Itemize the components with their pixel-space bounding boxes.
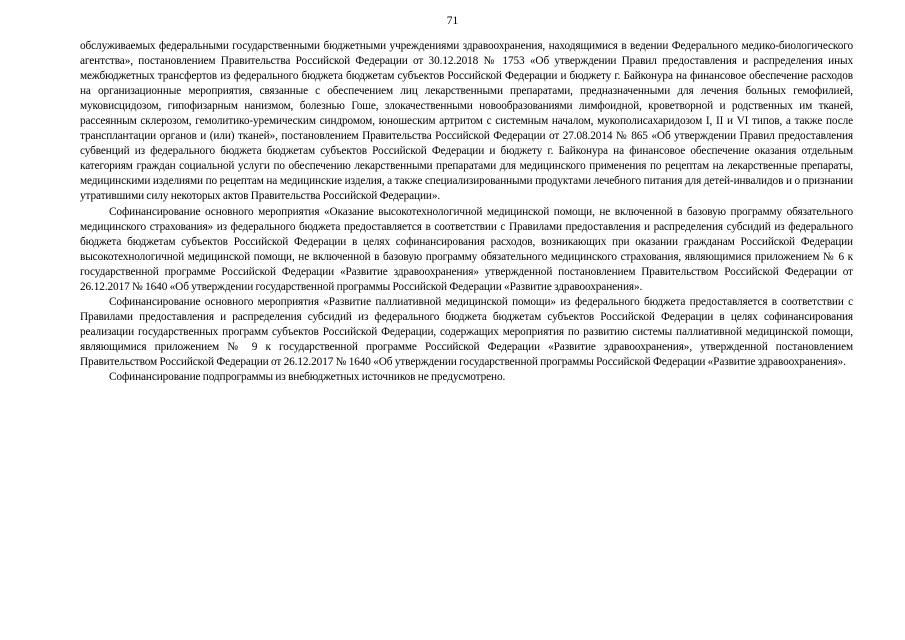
paragraph-high-tech-care-cofinancing: Софинансирование основного мероприятия «Оказание высокотехнологичной медицинской помощи, не включенной в базовую программу обязательного медицинского страхования» из федерального бюджета предоставляется в соответствии с Правилами предоставления и распределения субсидий из федерального бюджета бюджетам субъектов Российской Федерации в целях софинансирования расходов, возникающих при оказании гражданам Российской Федерации высокотехнологичной медицинской помощи, не включенной в базовую программу обязательного медицинского страхования, являющимися приложением № 6 к государственной программе Российской Федерации «Развитие здравоохранения» утвержденной постановлением Правительством Российской Федерации от 26.12.2017 № 1640 «Об утверждении государственной программы Российской Федерации «Развитие здравоохранения». bbox=[80, 205, 853, 293]
paragraph-extrabudgetary-sources: Софинансирование подпрограммы из внебюджетных источников не предусмотрено. bbox=[109, 371, 506, 384]
paragraph-legal-references: обслуживаемых федеральными государственными бюджетными учреждениями здравоохранения, находящимися в ведении Федерального медико-биологического агентства», постановлением Правительства Российской Федерации от 30.12.2018 № 1753 «Об утверждении Правил предоставления и распределения иных межбюджетных трансфертов из федерального бюджета бюджетам субъектов Российской Федерации и бюджету г. Байконура на финансовое обеспечение расходов на организационные мероприятия, связанные с обеспечением лиц лекарственными препаратами, предназначенными для лечения больных гемофилией, муковисцидозом, гипофизарным нанизмом, болезнью Гоше, злокачественными новообразованиями лимфоидной, кроветворной и родственных им тканей, рассеянным склерозом, гемолитико-уремическим синдромом, юношеским артритом с системным началом, мукополисахаридозом I, II и VI типов, а также после трансплантации органов и (или) тканей», постановлением Правительства Российской Федерации от 27.08.2014 № 865 «Об утверждении Правил предоставления субвенций из федерального бюджета бюджетам субъектов Российской Федерации и бюджету г. Байконура на финансовое обеспечение оказания отдельным категориям граждан социальной услуги по обеспечению лекарственными препаратами для медицинского применения по рецептам на лекарственные препараты, медицинскими изделиями по рецептам на медицинские изделия, а также специализированными продуктами лечебного питания для детей-инвалидов и о признании утратившими силу некоторых актов Правительства Российской Федерации». bbox=[80, 40, 853, 203]
paragraph-palliative-care-cofinancing: Софинансирование основного мероприятия «Развитие паллиативной медицинской помощи» из федерального бюджета предоставляется в соответствии с Правилами предоставления и распределения субсидий из федерального бюджета бюджетам субъектов Российской Федерации в целях софинансирования реализации государственных программ субъектов Российской Федерации, содержащих мероприятия по развитию системы паллиативной медицинской помощи, являющимися приложением № 9 к государственной программе Российской Федерации «Развитие здравоохранения», утвержденной постановлением Правительством Российской Федерации от 26.12.2017 № 1640 «Об утверждении государственной программы Российской Федерации «Развитие здравоохранения». bbox=[80, 295, 853, 368]
body-text bbox=[80, 39, 853, 385]
page-number: 71 bbox=[446, 15, 459, 27]
